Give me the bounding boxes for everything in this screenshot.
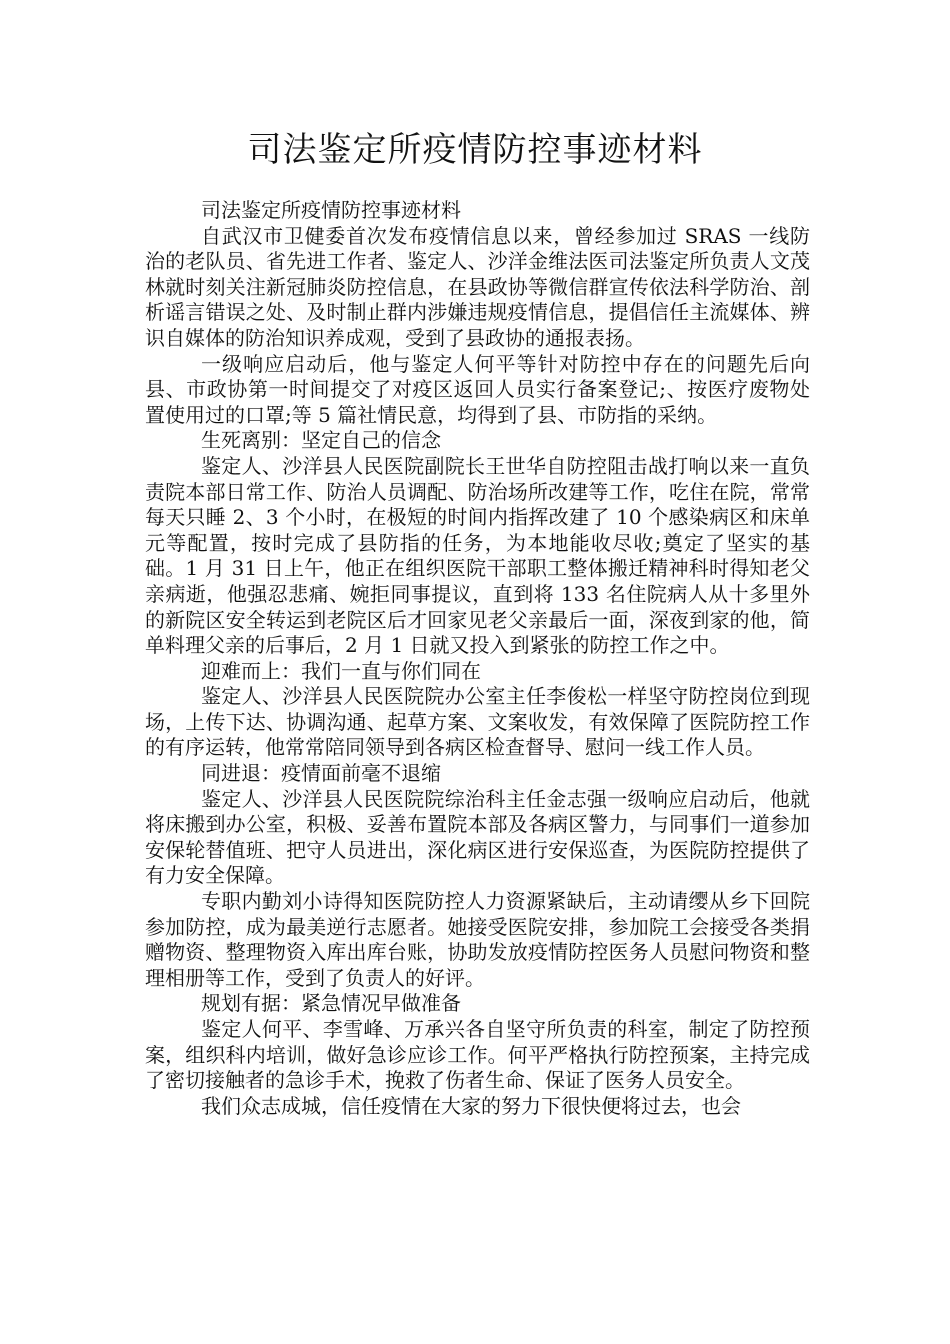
paragraph: 一级响应启动后，他与鉴定人何平等针对防控中存在的问题先后向县、市政协第一时间提交了对疫区返回人员实行备案登记;、按医疗废物处置使用过的口罩;等 5 篇社情民意，均得到了县、市防指的采纳。: [145, 351, 810, 427]
document-title: 司法鉴定所疫情防控事迹材料: [247, 130, 703, 170]
paragraph: 专职内勤刘小诗得知医院防控人力资源紧缺后，主动请缨从乡下回院参加防控，成为最美逆行志愿者。她接受医院安排，参加院工会接受各类捐赠物资、整理物资入库出库台账，协助发放疫情防控医务人员慰问物资和整理相册等工作，受到了负责人的好评。: [145, 889, 810, 990]
paragraph: 鉴定人、沙洋县人民医院院综治科主任金志强一级响应启动后，他就将床搬到办公室，积极、妥善布置院本部及各病区警力，与同事们一道参加安保轮替值班、把守人员进出，深化病区进行安保巡查，为医院防控提供了有力安全保障。: [145, 786, 810, 888]
document-body: [145, 198, 810, 1119]
section-heading: 规划有据：紧急情况早做准备: [201, 991, 461, 1016]
section-heading: 同进退：疫情面前毫不退缩: [201, 761, 441, 786]
paragraph-subtitle: 司法鉴定所疫情防控事迹材料: [201, 198, 461, 222]
paragraph: 鉴定人、沙洋县人民医院副院长王世华自防控阻击战打响以来一直负责院本部日常工作、防治人员调配、防治场所改建等工作，吃住在院，常常每天只睡 2、3 个小时，在极短的时间内指挥改建了 10 个感染病区和床单元等配置，按时完成了县防指的任务，为本地能收尽收;奠定了坚实的基础。1 月 31 日上午，他正在组织医院干部职工整体搬迁精神科时得知老父亲病逝，他强忍悲痛、婉拒同事提议，直到将 133 名住院病人从十多里外的新院区安全转运到老院区后才回家见老父亲最后一面，深夜到家的他，简单料理父亲的后事后，2 月 1 日就又投入到紧张的防控工作之中。: [145, 453, 810, 658]
paragraph: 鉴定人何平、李雪峰、万承兴各自坚守所负责的科室，制定了防控预案，组织科内培训，做好急诊应诊工作。何平严格执行防控预案，主持完成了密切接触者的急诊手术，挽救了伤者生命、保证了医务人员安全。: [145, 1017, 810, 1093]
paragraph: 鉴定人、沙洋县人民医院院办公室主任李俊松一样坚守防控岗位到现场，上传下达、协调沟通、起草方案、文案收发，有效保障了医院防控工作的有序运转，他常常陪同领导到各病区检查督导、慰问一线工作人员。: [145, 684, 810, 760]
section-heading: 生死离别：坚定自己的信念: [201, 428, 441, 453]
paragraph: 我们众志成城，信任疫情在大家的努力下很快便将过去，也会: [201, 1093, 741, 1118]
paragraph: 自武汉市卫健委首次发布疫情信息以来，曾经参加过 SRAS 一线防治的老队员、省先进工作者、鉴定人、沙洋金维法医司法鉴定所负责人文茂林就时刻关注新冠肺炎防控信息，在县政协等微信群宣传依法科学防治、剖析谣言错误之处、及时制止群内涉嫌违规疫情信息，提倡信任主流媒体、辨识自媒体的防治知识养成观，受到了县政协的通报表扬。: [145, 223, 810, 350]
section-heading: 迎难而上：我们一直与你们同在: [201, 658, 481, 683]
